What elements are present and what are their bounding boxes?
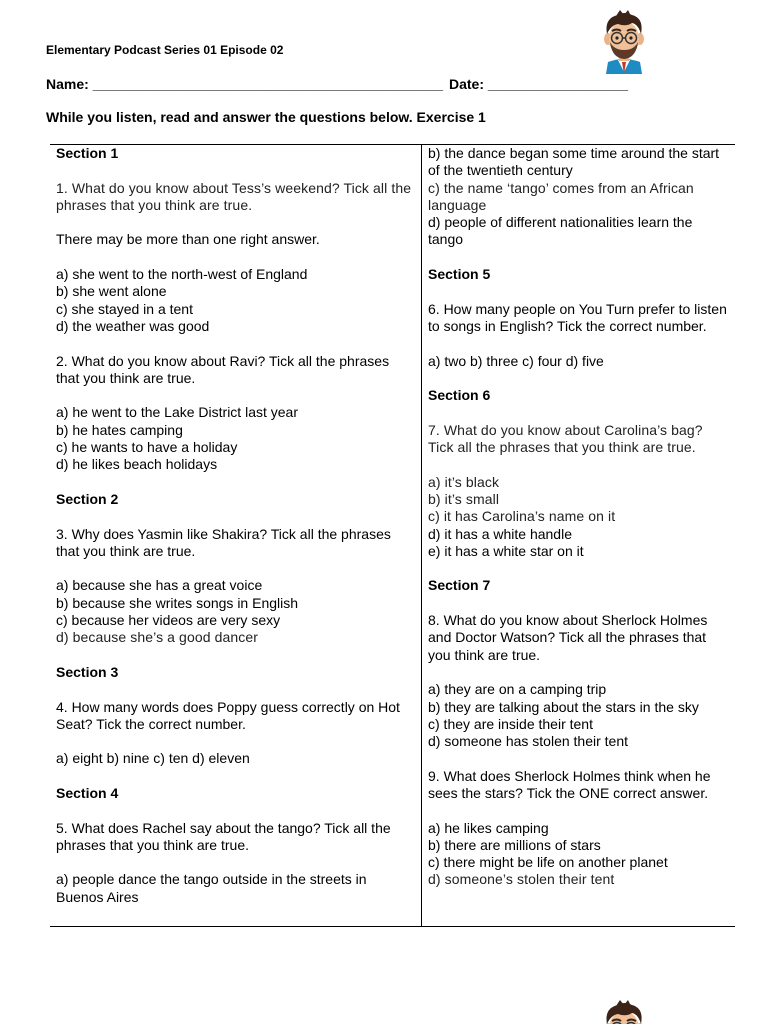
option-8c[interactable]: c) they are inside their tent: [428, 715, 593, 732]
option-1b[interactable]: b) she went alone: [56, 283, 167, 300]
option-1c[interactable]: c) she stayed in a tent: [56, 300, 193, 317]
column-divider: [421, 145, 422, 926]
option-5c[interactable]: c) the name ‘tango’ comes from an African language: [428, 179, 694, 213]
question-7-options: [428, 474, 730, 560]
question-3-options: [56, 577, 414, 646]
question-7: [428, 422, 730, 457]
option-2d[interactable]: d) he likes beach holidays: [56, 456, 218, 473]
question-4: 4. How many words does Poppy guess correctly on Hot Seat? Tick the correct number.: [56, 698, 400, 732]
option-2c[interactable]: c) he wants to have a holiday: [56, 439, 238, 456]
option-9b[interactable]: b) there are millions of stars: [428, 836, 601, 853]
question-8-options: [428, 681, 730, 750]
question-1: 1. What do you know about Tess’s weekend? Tick all the phrases that you think are true.: [56, 179, 412, 213]
name-label: Name: [46, 76, 85, 92]
option-2b[interactable]: b) he hates camping: [56, 421, 183, 438]
section-7-title: Section 7: [428, 577, 491, 594]
cartoon-avatar-bottom-icon: [598, 1000, 650, 1024]
date-blank[interactable]: : __________________: [479, 76, 629, 92]
option-1a[interactable]: a) she went to the north-west of England: [56, 266, 308, 283]
option-7a[interactable]: a) it’s black: [428, 473, 500, 490]
section-4-title: Section 4: [56, 784, 119, 801]
question-6-options[interactable]: a) two b) three c) four d) five: [428, 352, 604, 369]
question-4-options[interactable]: a) eight b) nine c) ten d) eleven: [56, 750, 250, 767]
option-3b[interactable]: b) because she writes songs in English: [56, 594, 299, 611]
right-column: [428, 145, 730, 906]
option-7b[interactable]: b) it’s small: [428, 490, 500, 507]
section-5-title: Section 5: [428, 266, 491, 283]
question-5: 5. What does Rachel say about the tango? Tick all the phrases that you think are true.: [56, 819, 391, 853]
question-3: 3. Why does Yasmin like Shakira? Tick all the phrases that you think are true.: [56, 525, 391, 559]
option-7c[interactable]: c) it has Carolina’s name on it: [428, 508, 616, 525]
date-label: Date: [448, 76, 480, 92]
worksheet-table: [50, 144, 735, 927]
question-2-options: [56, 404, 414, 473]
name-date-line: [46, 76, 628, 92]
option-7d[interactable]: d) it has a white handle: [428, 525, 572, 542]
option-7e[interactable]: e) it has a white star on it: [428, 542, 584, 559]
series-title: Elementary Podcast Series 01 Episode 02: [46, 43, 284, 57]
option-3d[interactable]: d) because she’s a good dancer: [56, 629, 258, 646]
cartoon-avatar-icon: [598, 10, 650, 74]
section-6-title: Section 6: [428, 387, 491, 404]
option-9a[interactable]: a) he likes camping: [428, 819, 549, 836]
question-6: 6. How many people on You Turn prefer to listen to songs in English? Tick the correct number.: [428, 300, 727, 334]
option-9c[interactable]: c) there might be life on another planet: [428, 854, 668, 871]
option-8d[interactable]: d) someone has stolen their tent: [428, 733, 629, 750]
section-2-title: Section 2: [56, 490, 119, 507]
section-1-title: Section 1: [56, 145, 119, 161]
section-3-title: Section 3: [56, 663, 119, 680]
instructions: While you listen, read and answer the questions below. Exercise 1: [46, 109, 486, 125]
option-8b[interactable]: b) they are talking about the stars in the sky: [428, 698, 699, 715]
option-3a[interactable]: a) because she has a great voice: [56, 577, 263, 594]
question-5-options-continued: [428, 145, 730, 249]
question-9: 9. What does Sherlock Holmes think when he sees the stars? Tick the ONE correct answer.: [428, 767, 711, 801]
question-1-options: [56, 266, 414, 335]
option-9d[interactable]: d) someone’s stolen their tent: [428, 871, 615, 888]
question-8: 8. What do you know about Sherlock Holmes and Doctor Watson? Tick all the phrases that you think are true.: [428, 612, 708, 663]
option-5b[interactable]: b) the dance began some time around the start of the twentieth century: [428, 145, 720, 179]
question-2: 2. What do you know about Ravi? Tick all the phrases that you think are true.: [56, 352, 390, 386]
option-3c[interactable]: c) because her videos are very sexy: [56, 612, 281, 629]
left-column: [56, 145, 414, 923]
option-5a[interactable]: a) people dance the tango outside in the streets in Buenos Aires: [56, 871, 367, 905]
name-blank[interactable]: : _____________________________________________: [84, 76, 444, 92]
option-5d[interactable]: d) people of different nationalities learn the tango: [428, 214, 693, 248]
option-1d[interactable]: d) the weather was good: [56, 317, 210, 334]
question-7-text: 7. What do you know about Carolina’s bag? Tick all the phrases that you think are true.: [428, 421, 703, 456]
question-1-note: There may be more than one right answer.: [56, 231, 320, 248]
option-2a[interactable]: a) he went to the Lake District last year: [56, 404, 298, 421]
option-8a[interactable]: a) they are on a camping trip: [428, 681, 607, 698]
question-9-options: [428, 820, 730, 889]
